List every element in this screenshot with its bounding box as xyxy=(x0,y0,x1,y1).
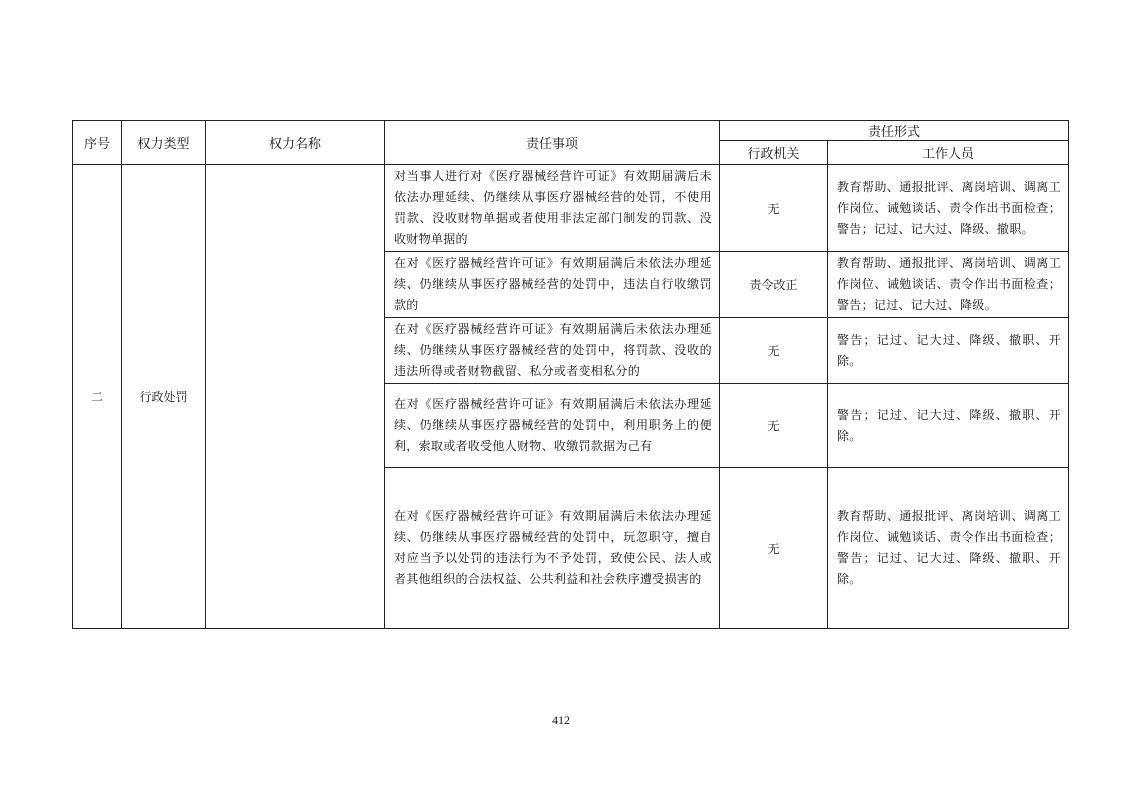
agency-cell: 无 xyxy=(720,318,828,384)
table-row xyxy=(73,165,1069,252)
header-agency: 行政机关 xyxy=(720,141,828,165)
header-form: 责任形式 xyxy=(720,121,1069,141)
duty-cell: 在对《医疗器械经营许可证》有效期届满后未依法办理延续、仍继续从事医疗器械经营的处罚中，玩忽职守，擅自对应当予以处罚的违法行为不予处罚，致使公民、法人或者其他组织的合法权益、公共利益和社会秩序遭受损害的 xyxy=(385,468,720,629)
staff-cell: 警告；记过、记大过、降级、撤职、开除。 xyxy=(828,384,1069,468)
agency-cell: 责令改正 xyxy=(720,252,828,318)
group-power-type: 行政处罚 xyxy=(122,165,206,629)
duty-cell: 在对《医疗器械经营许可证》有效期届满后未依法办理延续、仍继续从事医疗器械经营的处罚中，违法自行收缴罚款的 xyxy=(385,252,720,318)
duty-cell: 在对《医疗器械经营许可证》有效期届满后未依法办理延续、仍继续从事医疗器械经营的处罚中，利用职务上的便利，索取或者收受他人财物、收缴罚款据为己有 xyxy=(385,384,720,468)
agency-cell: 无 xyxy=(720,165,828,252)
page-number: 412 xyxy=(552,713,570,727)
duty-cell: 对当事人进行对《医疗器械经营许可证》有效期届满后未依法办理延续、仍继续从事医疗器械经营的处罚，不使用罚款、没收财物单据或者使用非法定部门制发的罚款、没收财物单据的 xyxy=(385,165,720,252)
responsibility-table xyxy=(72,120,1069,629)
header-power-type: 权力类型 xyxy=(122,121,206,165)
agency-cell: 无 xyxy=(720,468,828,629)
header-staff: 工作人员 xyxy=(828,141,1069,165)
duty-cell: 在对《医疗器械经营许可证》有效期届满后未依法办理延续、仍继续从事医疗器械经营的处罚中，将罚款、没收的违法所得或者财物截留、私分或者变相私分的 xyxy=(385,318,720,384)
staff-cell: 教育帮助、通报批评、离岗培训、调离工作岗位、诫勉谈话、责令作出书面检查；警告；记过、记大过、降级、撤职、开除。 xyxy=(828,468,1069,629)
staff-cell: 教育帮助、通报批评、离岗培训、调离工作岗位、诫勉谈话、责令作出书面检查；警告；记过、记大过、降级、撤职。 xyxy=(828,165,1069,252)
group-seq: 二 xyxy=(73,165,122,629)
group-power-name xyxy=(206,165,385,629)
staff-cell: 教育帮助、通报批评、离岗培训、调离工作岗位、诫勉谈话、责令作出书面检查；警告；记过、记大过、降级。 xyxy=(828,252,1069,318)
staff-cell: 警告；记过、记大过、降级、撤职、开除。 xyxy=(828,318,1069,384)
header-seq: 序号 xyxy=(73,121,122,165)
header-power-name: 权力名称 xyxy=(206,121,385,165)
header-duty: 责任事项 xyxy=(385,121,720,165)
agency-cell: 无 xyxy=(720,384,828,468)
